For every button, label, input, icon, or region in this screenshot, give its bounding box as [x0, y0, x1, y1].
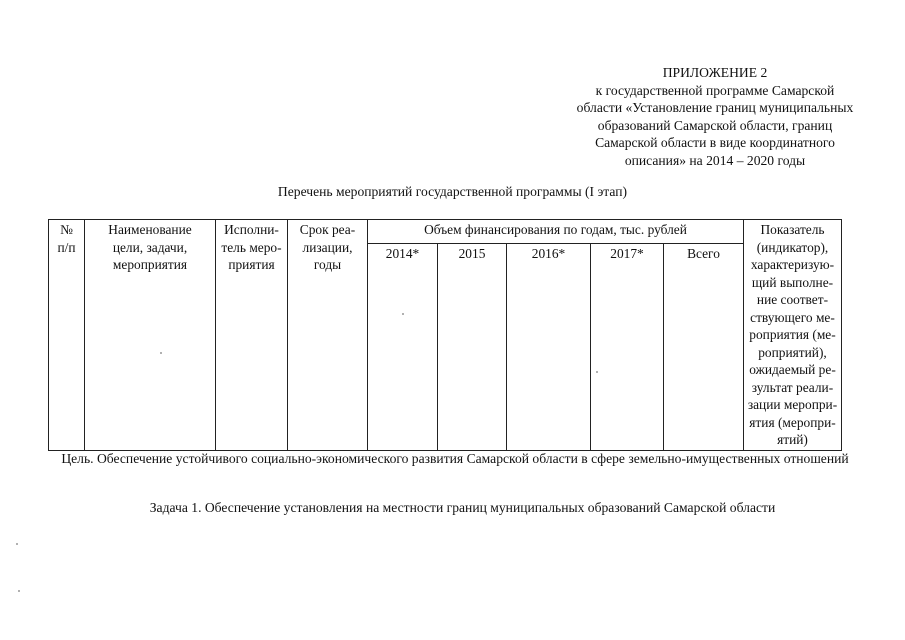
appendix-line: образований Самарской области, границ [597, 117, 833, 133]
column-header-number: № п/п [49, 220, 85, 451]
goal-text: Цель. Обеспечение устойчивого социально-экономического развития Самарской области в сфере земельно-имущественных отношений [61, 451, 849, 466]
column-header-term: Срок реа- лизации, годы [288, 220, 368, 451]
document-title: Перечень мероприятий государственной программы (I этап) [277, 184, 628, 199]
appendix-header [555, 64, 875, 169]
appendix-line: описания» на 2014 – 2020 годы [624, 152, 806, 168]
scan-speck [596, 371, 598, 373]
total-column-header: Всего [664, 244, 744, 450]
appendix-line: области «Установление границ муниципальных [576, 100, 854, 115]
column-header-funding: Объем финансирования по годам, тыс. рублей [368, 220, 744, 244]
column-header-indicator: Показатель (индикатор), характеризую- щий выполне- ние соответ- ствующего ме- роприятия (ме- роприятий), ожидаемый ре- зультат реали- зации меропри- ятия (меропри- ятий) [744, 220, 842, 451]
measures-table [48, 219, 842, 451]
year-column-header: 2015 [438, 244, 507, 450]
year-column-header: 2016* [507, 244, 591, 450]
year-column-header: 2017* [591, 244, 664, 450]
scan-speck [18, 590, 20, 592]
appendix-heading: ПРИЛОЖЕНИЕ 2 [662, 65, 768, 80]
column-header-name: Наименование цели, задачи, мероприятия [85, 220, 216, 451]
scan-speck [160, 352, 162, 354]
scan-speck [16, 543, 18, 545]
year-column-header: 2014* [368, 244, 438, 450]
appendix-line: Самарской области в виде координатного [595, 135, 835, 150]
appendix-line: к государственной программе Самарской [595, 82, 835, 98]
scan-speck [402, 313, 404, 315]
column-header-executor: Исполни- тель меро- приятия [216, 220, 288, 451]
task-text: Задача 1. Обеспечение установления на местности границ муниципальных образований Самарской области [149, 500, 776, 515]
